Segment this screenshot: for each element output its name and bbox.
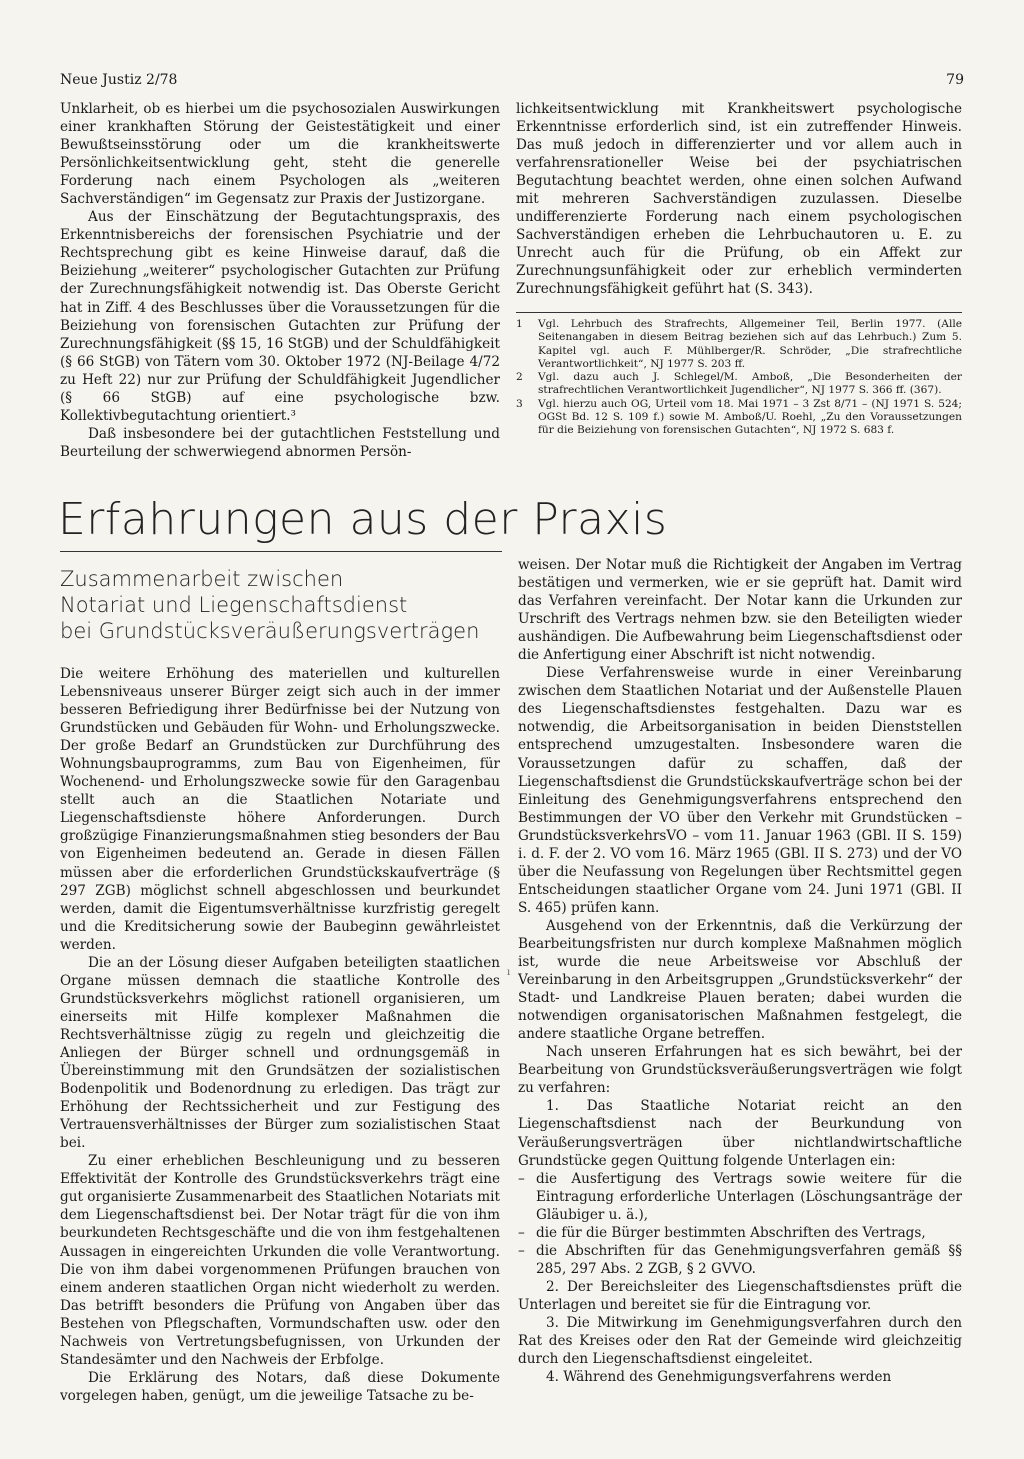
paragraph: Unklarheit, ob es hierbei um die psychosozialen Auswirkungen einer krankhaften Störung der Geistestätigkeit und einer Bewußtseinsstörung oder um die krankheitswerte Persönlichkeitsentwicklung geht, steht die generelle Forderung nach einem Psychologen als „weiteren Sachverständigen“ im Gegensatz zur Praxis der Justizorgane. — [60, 101, 500, 208]
list-item-text: die Abschriften für das Genehmigungsverfahren gemäß §§ 285, 297 Abs. 2 ZGB, § 2 GVVO. — [536, 1242, 962, 1277]
paragraph: lichkeitsentwicklung mit Krankheitswert psychologische Erkenntnisse erforderlich sind, ist ein zutreffender Hinweis. Das muß jedoch in differenzierter und vor allem auch in verfahrensrationeller Weise bei der psychiatrischen Begutachtung beachtet werden, ohne einen solchen Aufwand mit mehreren Sachverständigen zuzulassen. Dieselbe undifferenzierte Forderung nach einem psychologischen Sachverständigen erheben die Lehrbuchautoren u. E. zu Unrecht auch für die Prüfung, ob ein Affekt zur Zurechnungsunfähigkeit oder zur erheblich verminderten Zurechnungsfähigkeit geführt hat (S. 343). — [516, 101, 962, 298]
section-divider — [60, 551, 502, 552]
paragraph: 1. Das Staatliche Notariat reicht an den Liegenschaftsdienst nach der Beurkundung von Veräußerungsverträgen über nichtlandwirtschaftliche Grundstücke gegen Quittung folgende Unterlagen ein: — [518, 1098, 962, 1169]
paragraph: weisen. Der Notar muß die Richtigkeit der Angaben im Vertrag bestätigen und vermerken, wie er sie geprüft hat. Damit wird das Verfahren vereinfacht. Der Notar kann die Urkunden zur Urschrift des Vertrags nehmen bzw. sie den Beteiligten wieder aushändigen. Die Aufbewahrung beim Liegenschaftsdienst oder die Anfertigung einer Abschrift ist nicht notwendig. — [518, 557, 962, 664]
list-item-text: die Ausfertigung des Vertrags sowie weitere für die Eintragung erforderliche Unterlagen (Löschungsanträge der Gläubiger u. ä.), — [536, 1170, 962, 1223]
paragraph: Die an der Lösung dieser Aufgaben beteiligten staatlichen Organe müssen demnach die staatliche Kontrolle des Grundstücksverkehrs möglichst rationell organisieren, um einerseits mit Hilfe komplexer Maßnahmen die Rechtsverhältnisse zügig zu regeln und gleichzeitig die Anliegen der Bürger schnell und ordnungsgemäß in Übereinstimmung mit den Grundsätzen der sozialistischen Bodenpolitik und Bodenordnung zu erledigen. Das trägt zur Erhöhung der Rechtssicherheit und zur Festigung des Vertrauensverhältnisses der Bürger zum sozialistischen Staat bei. — [60, 954, 500, 1152]
page-number: 79 — [946, 72, 964, 88]
list-item — [518, 1242, 962, 1278]
footnote-number: 2 — [516, 371, 523, 384]
list-item-text: die für die Bürger bestimmten Abschriften des Vertrags, — [536, 1224, 926, 1241]
footnotes — [516, 318, 962, 438]
footnote-text: Vgl. dazu auch J. Schlegel/M. Amboß, „Die Besonderheiten der strafrechtlichen Verantwortlichkeit Jugendlicher“, NJ 1977 S. 366 ff. (367). — [538, 371, 962, 397]
list-item — [518, 1224, 962, 1242]
paragraph: Diese Verfahrensweise wurde in einer Vereinbarung zwischen dem Staatlichen Notariat und der Außenstelle Plauen des Liegenschaftsdienstes festgehalten. Dazu war es notwendig, die Arbeitsorganisation in beiden Dienststellen entsprechend umzugestalten. Insbesondere waren die Voraussetzungen dafür zu schaffen, daß der Liegenschaftsdienst die Grundstückskaufverträge schon bei der Einleitung des Genehmigungsverfahrens entsprechend den Bestimmungen der VO über den Verkehr mit Grundstücken – GrundstücksverkehrsVO – vom 11. Januar 1963 (GBl. II S. 159) i. d. F. der 2. VO vom 16. März 1965 (GBl. II S. 273) und der VO über die Neufassung von Regelungen über Rechtsmittel gegen Entscheidungen staatlicher Organe vom 24. Juni 1971 (GBl. II S. 465) prüfen kann. — [518, 665, 962, 916]
dash-marker: – — [518, 1170, 525, 1187]
paragraph: Die Erklärung des Notars, daß diese Dokumente vorgelegen haben, genügt, um die jeweilige Tatsache zu be- — [60, 1369, 500, 1404]
paragraph: Die weitere Erhöhung des materiellen und kulturellen Lebensniveaus unserer Bürger zeigt sich auch in der immer besseren Befriedigung ihrer Bedürfnisse bei der Nutzung von Grundstücken und Gebäuden für Wohn- und Erholungszwecke. Der große Bedarf an Grundstücken zur Durchführung des Wohnungsbauprogramms, zum Bau von Eigenheimen, für Wochenend- und Erholungszwecke sowie für den Garagenbau stellt auch an die Staatlichen Notariate und Liegenschaftsdienste höhere Anforderungen. Durch großzügige Finanzierungsmaßnahmen stieg besonders der Bau von Eigenheimen bedeutend an. Gerade in diesen Fällen müssen aber die erforderlichen Grundstückskaufverträge (§ 297 ZGB) möglichst schnell abgeschlossen und beurkundet werden, damit die Eigentumsverhältnisse kurzfristig geregelt und die Kreditsicherung sowie der Baubeginn gewährleistet werden. — [60, 666, 500, 953]
document-list — [518, 1170, 962, 1278]
footnote-divider — [516, 312, 962, 313]
top-right-column — [516, 100, 962, 299]
paragraph: Nach unseren Erfahrungen hat es sich bewährt, bei der Bearbeitung von Grundstücksveräußerungsverträgen wie folgt zu verfahren: — [518, 1044, 962, 1097]
paragraph: 3. Die Mitwirkung im Genehmigungsverfahren durch den Rat des Kreises oder den Rat der Gemeinde wird gleichzeitig durch den Liegenschaftsdienst eingeleitet. — [518, 1314, 962, 1368]
list-item — [518, 1170, 962, 1224]
article-right-column — [518, 556, 962, 1386]
dash-marker: – — [518, 1224, 525, 1241]
paragraph: Zu einer erheblichen Beschleunigung und zu besseren Effektivität der Kontrolle des Grundstücksverkehrs trägt eine gut organisierte Zusammenarbeit des Staatlichen Notariats mit dem Liegenschaftsdienst bei. Der Notar trägt für die von ihm beurkundeten Rechtsgeschäfte und die von ihm festgehaltenen Aussagen in eingereichten Urkunden die volle Verantwortung. Die von ihm dabei vorgenommenen Prüfungen brauchen von einem anderen staatlichen Organ nicht wiederholt zu werden. Das betrifft besonders die Prüfung von Angaben über das Bestehen von Pflegschaften, Vormundschaften usw. oder den Nachweis von Vertretungsbefugnissen, von Urkunden der Standesämter und den Nachweis der Erbfolge. — [60, 1153, 500, 1368]
paragraph: Ausgehend von der Erkenntnis, daß die Verkürzung der Bearbeitungsfristen nur durch komplexe Maßnahmen möglich ist, wurde die neue Arbeitsweise vor Abschluß der Vereinbarung in den Arbeitsgruppen „Grundstücksverkehr“ der Stadt- und Landkreise Plauen beraten; dabei wurden die notwendigen organisatorischen Maßnahmen festgelegt, die andere staatliche Organe betreffen. — [518, 917, 962, 1043]
article-left-column — [60, 665, 500, 1405]
top-left-column — [60, 100, 500, 461]
paragraph: Daß insbesondere bei der gutachtlichen Feststellung und Beurteilung der schwerwiegend abnormen Persön- — [60, 425, 500, 460]
margin-mark: ı — [507, 967, 511, 978]
footnote-number: 3 — [516, 397, 523, 410]
running-header — [60, 72, 964, 92]
paragraph: 2. Der Bereichsleiter des Liegenschaftsdienstes prüft die Unterlagen und bereitet sie für die Eintragung vor. — [518, 1278, 962, 1313]
article-title-line: Notariat und Liegenschaftsdienst — [60, 593, 408, 617]
journal-issue: Neue Justiz 2/78 — [60, 72, 178, 88]
footnote-text: Vgl. hierzu auch OG, Urteil vom 18. Mai 1971 – 3 Zst 8/71 – (NJ 1971 S. 524; OGSt Bd. 12 S. 109 f.) sowie M. Amboß/U. Roehl, „Zu den Voraussetzungen für die Beiziehung von forensischen Gutachten“, NJ 1972 S. 683 f. — [538, 397, 962, 437]
article-title-line: bei Grundstücksveräußerungsverträgen — [60, 619, 480, 643]
footnote — [516, 371, 962, 398]
dash-marker: – — [518, 1242, 525, 1259]
footnote — [516, 398, 962, 438]
section-title: Erfahrungen aus der Praxis — [58, 494, 668, 545]
footnote-number: 1 — [516, 318, 523, 330]
article-title — [60, 566, 500, 644]
footnote-text: Vgl. Lehrbuch des Strafrechts, Allgemeiner Teil, Berlin 1977. (Alle Seitenangaben in diesem Beitrag beziehen sich auf das Lehrbuch.) Zum 5. Kapitel vgl. auch F. Mühlberger/R. Schröder, „Die strafrechtliche Verantwortlichkeit“, NJ 1977 S. 203 ff. — [538, 318, 962, 370]
paragraph: Aus der Einschätzung der Begutachtungspraxis, des Erkenntnisbereichs der forensischen Psychiatrie und der Rechtsprechung gibt es keine Hinweise darauf, daß die Beiziehung „weiterer“ psychologischer Gutachten zur Prüfung der Zurechnungsfähigkeit notwendig ist. Das Oberste Gericht hat in Ziff. 4 des Beschlusses über die Voraussetzungen für die Beiziehung von forensischen Gutachten zur Prüfung der Zurechnungsfähigkeit (§§ 15, 16 StGB) und der Schuldfähigkeit (§ 66 StGB) von Tätern vom 30. Oktober 1972 (NJ-Beilage 4/72 zu Heft 22) nur zur Prüfung der Schuldfähigkeit Jugendlicher (§ 66 StGB) auf eine psychologische bzw. Kollektivbegutachtung orientiert.³ — [60, 209, 500, 424]
paragraph: 4. Während des Genehmigungsverfahrens werden — [546, 1369, 892, 1386]
footnote — [516, 318, 962, 371]
article-title-line: Zusammenarbeit zwischen — [60, 567, 344, 591]
